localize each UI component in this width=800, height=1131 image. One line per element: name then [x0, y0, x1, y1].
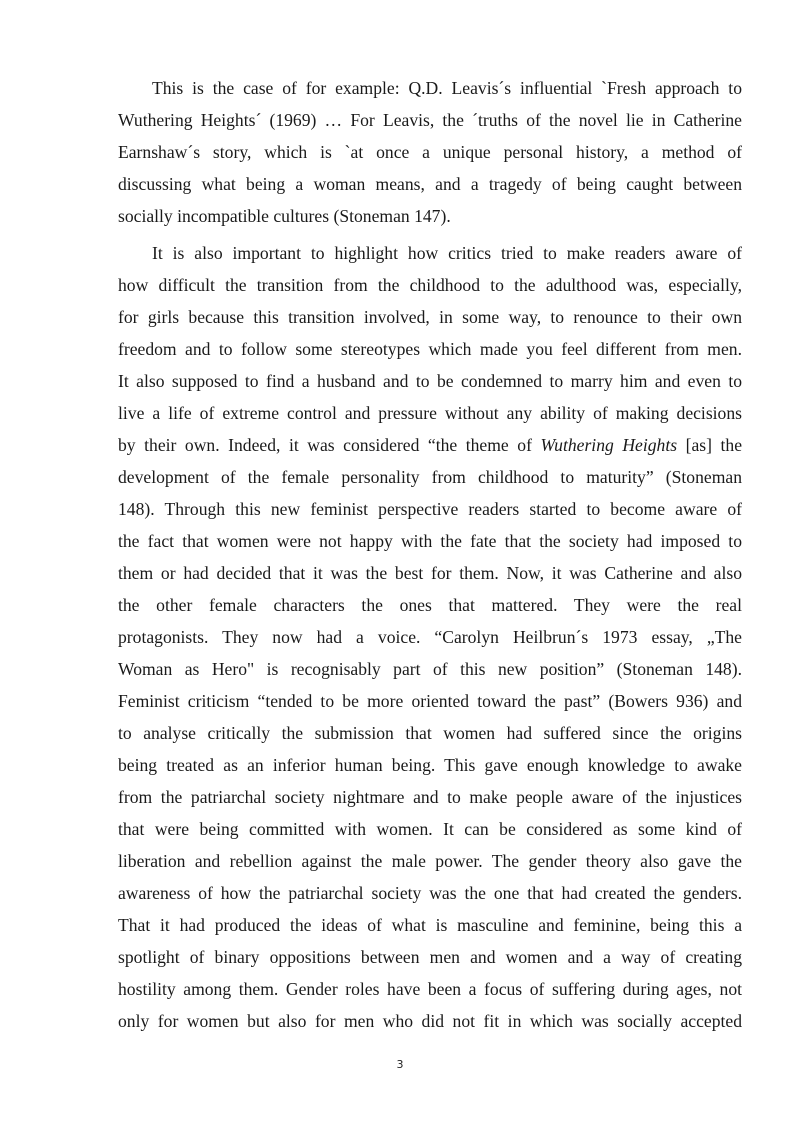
paragraph-2-line-20: liberation and rebellion against the male power. The gender theory also gave the [118, 851, 742, 871]
paragraph-2-line-14: Woman as Hero" is recognisably part of this new position” (Stoneman 148). [118, 659, 742, 679]
novel-title-italic: Wuthering Heights [540, 435, 678, 455]
paragraph-2-line-3: for girls because this transition involved, in some way, to renounce to their own [118, 307, 742, 327]
line-7-text-before: by their own. Indeed, it was considered “the theme of [118, 435, 541, 455]
paragraph-2-line-6: live a life of extreme control and pressure without any ability of making decisions [118, 403, 742, 423]
paragraph-2-line-25: only for women but also for men who did not fit in which was socially accepted [118, 1011, 742, 1031]
paragraph-1-line-1: This is the case of for example: Q.D. Leavis´s influential `Fresh approach to [152, 78, 742, 98]
paragraph-1-line-2: Wuthering Heights´ (1969) … For Leavis, the ´truths of the novel lie in Catherine [118, 110, 742, 130]
paragraph-1-line-5: socially incompatible cultures (Stoneman 147). [118, 206, 451, 226]
paragraph-2-line-4: freedom and to follow some stereotypes which made you feel different from men. [118, 339, 742, 359]
paragraph-2-line-9: 148). Through this new feminist perspective readers started to become aware of [118, 499, 742, 519]
paragraph-2-line-24: hostility among them. Gender roles have been a focus of suffering during ages, not [118, 979, 742, 999]
paragraph-2-line-18: from the patriarchal society nightmare and to make people aware of the injustices [118, 787, 742, 807]
line-7-text-after: [as] the [677, 435, 743, 455]
paragraph-1-line-3: Earnshaw´s story, which is `at once a unique personal history, a method of [118, 142, 742, 162]
paragraph-2-line-13: protagonists. They now had a voice. “Carolyn Heilbrun´s 1973 essay, „The [118, 627, 742, 647]
paragraph-2-line-8: development of the female personality from childhood to maturity” (Stoneman [118, 467, 742, 487]
paragraph-2-line-10: the fact that women were not happy with the fate that the society had imposed to [118, 531, 742, 551]
paragraph-2-line-22: That it had produced the ideas of what is masculine and feminine, being this a [118, 915, 742, 935]
paragraph-1-line-4: discussing what being a woman means, and a tragedy of being caught between [118, 174, 742, 194]
paragraph-2-line-21: awareness of how the patriarchal society was the one that had created the genders. [118, 883, 742, 903]
paragraph-2-line-2: how difficult the transition from the childhood to the adulthood was, especially, [118, 275, 742, 295]
page-number: 3 [396, 1058, 404, 1071]
paragraph-2-line-15: Feminist criticism “tended to be more oriented toward the past” (Bowers 936) and [118, 691, 742, 711]
paragraph-2-line-5: It also supposed to find a husband and to be condemned to marry him and even to [118, 371, 742, 391]
paragraph-2-line-19: that were being committed with women. It can be considered as some kind of [118, 819, 742, 839]
paragraph-2-line-7 [118, 429, 742, 461]
paragraph-2-line-17: being treated as an inferior human being. This gave enough knowledge to awake [118, 755, 742, 775]
paragraph-2-line-1: It is also important to highlight how critics tried to make readers aware of [152, 243, 742, 263]
paragraph-2-line-23: spotlight of binary oppositions between men and women and a way of creating [118, 947, 742, 967]
paragraph-2-line-16: to analyse critically the submission that women had suffered since the origins [118, 723, 742, 743]
paragraph-2-line-11: them or had decided that it was the best for them. Now, it was Catherine and also [118, 563, 742, 583]
paragraph-2-line-12: the other female characters the ones that mattered. They were the real [118, 595, 742, 615]
